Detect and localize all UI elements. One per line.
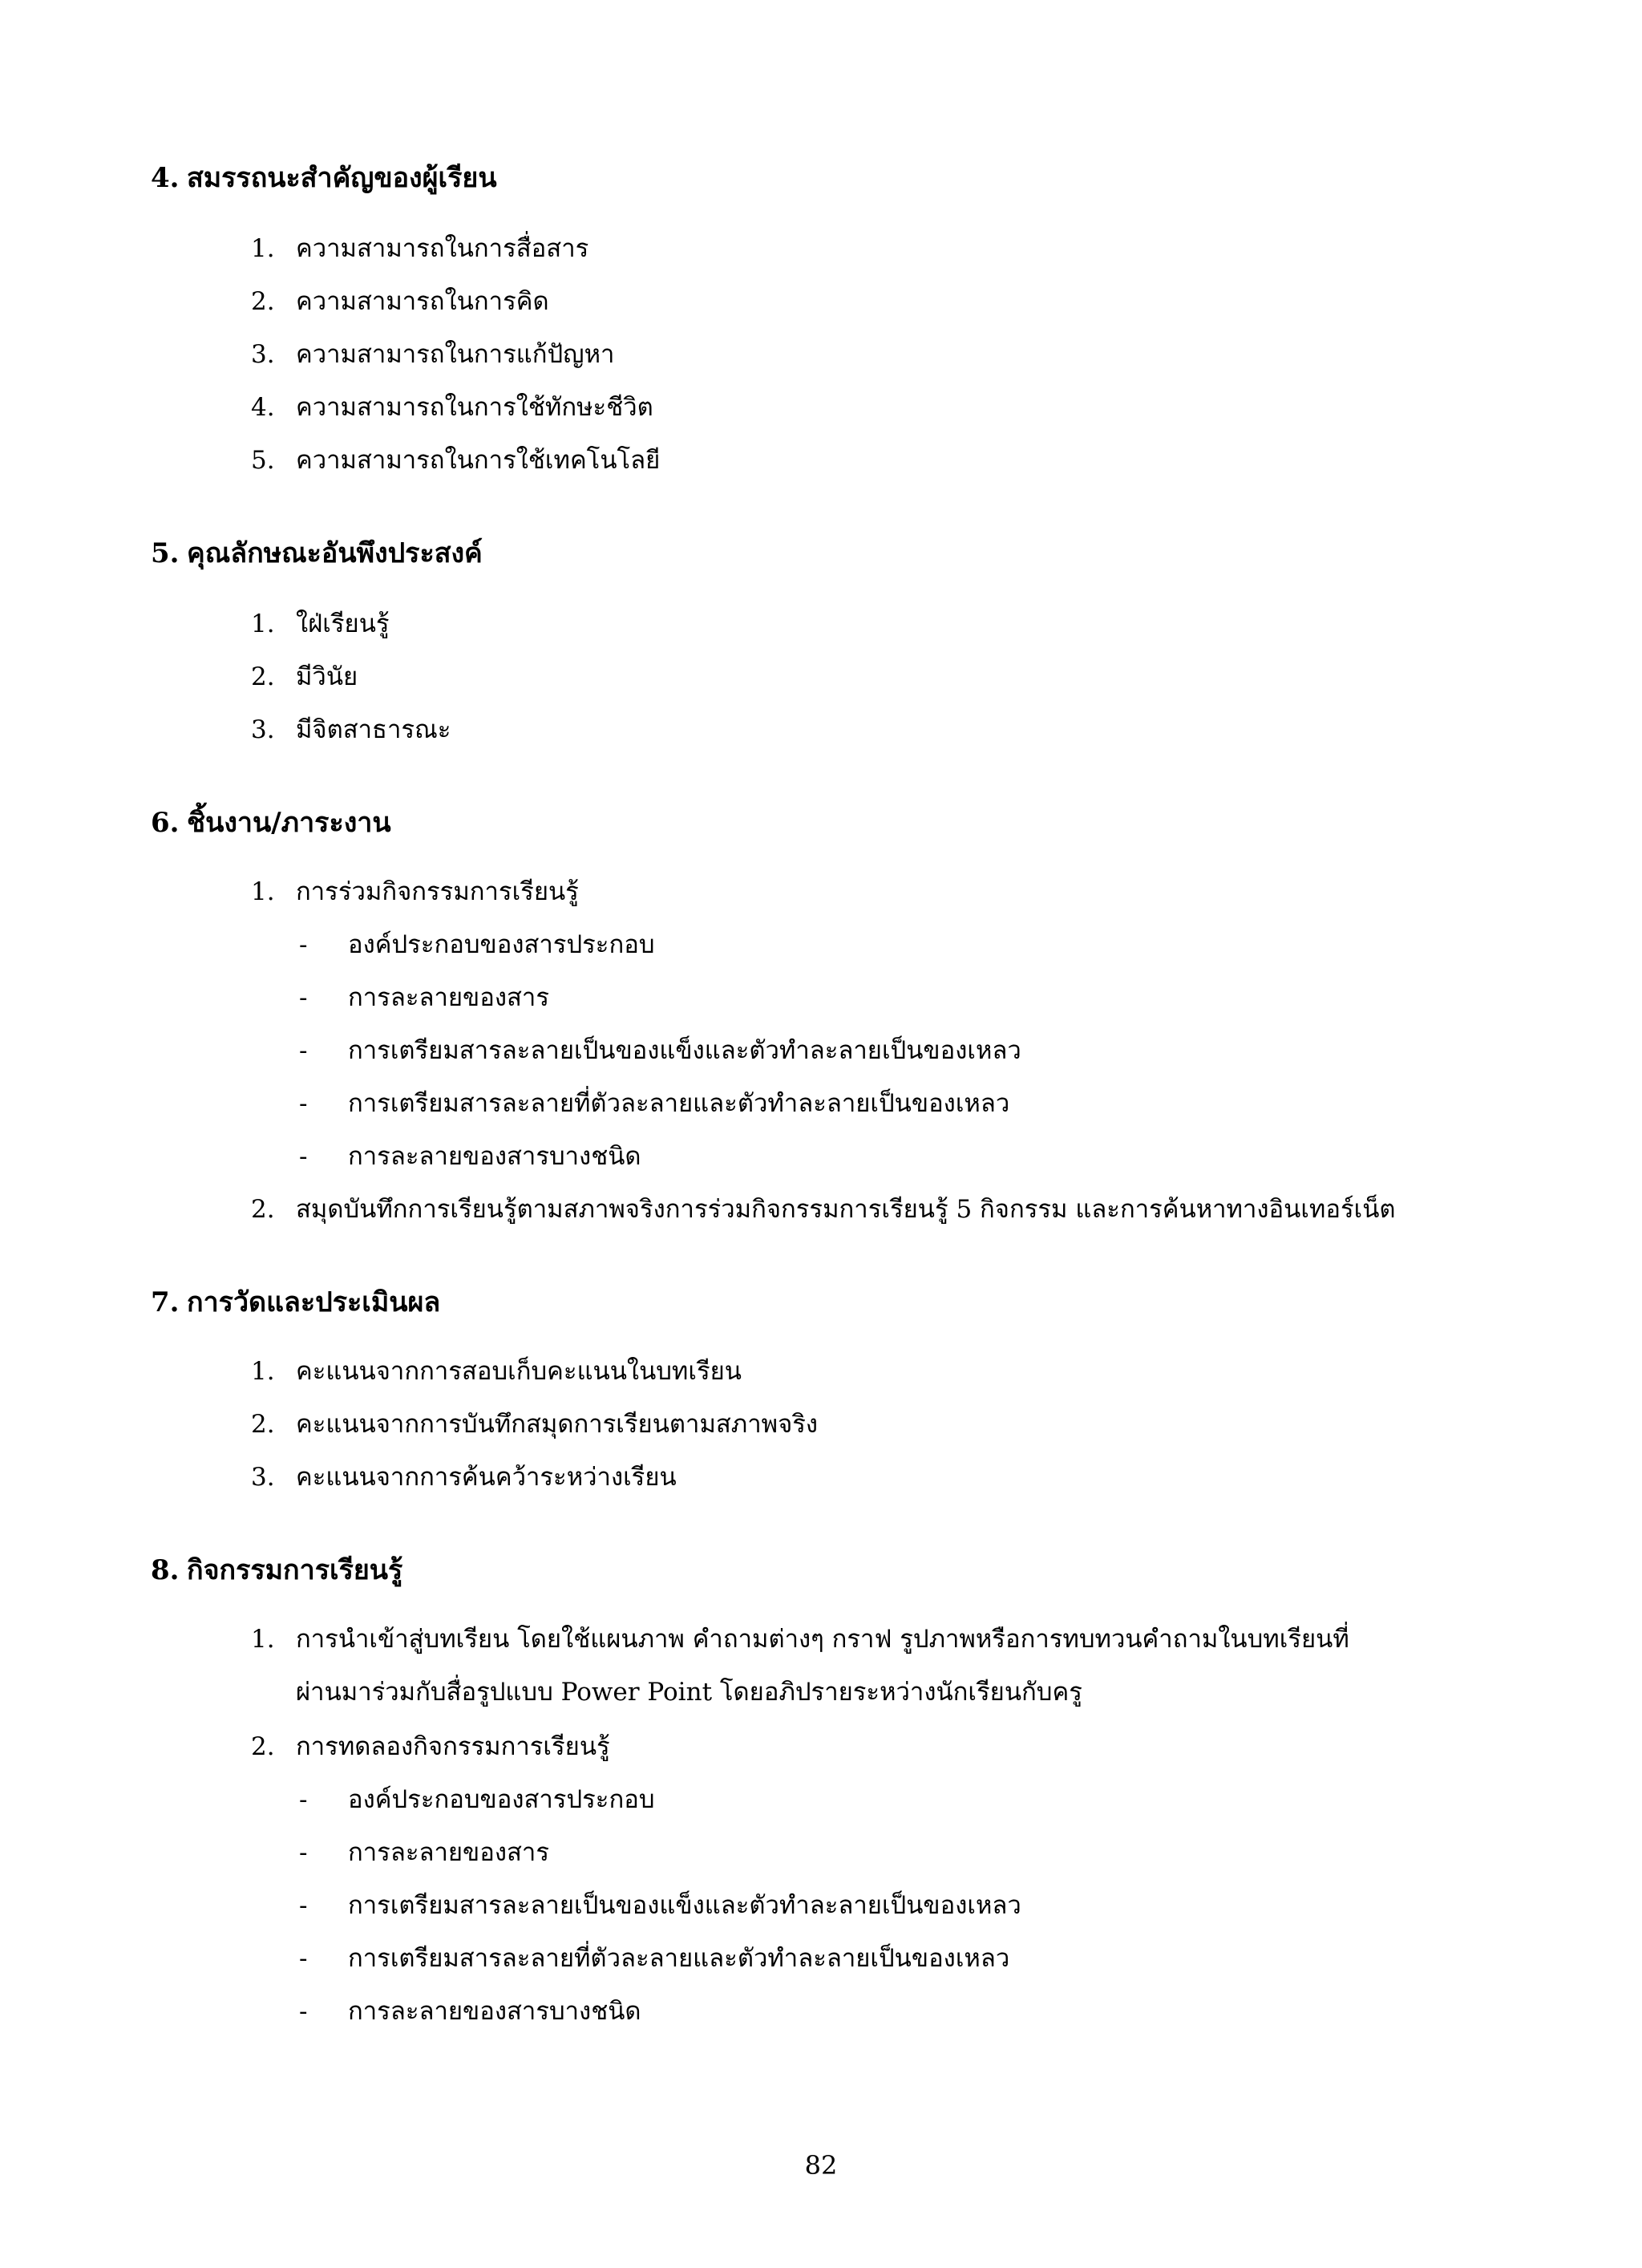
- dash-bullet: -: [299, 1785, 308, 1814]
- item-number: 1.: [251, 1357, 275, 1386]
- item-number: 1.: [251, 1625, 275, 1654]
- item-number: 2.: [251, 1410, 275, 1439]
- list-item: [251, 338, 614, 371]
- item-text: คะแนนจากการค้นคว้าระหว่างเรียน: [296, 1463, 677, 1492]
- item-text: ความสามารถในการแก้ปัญหา: [296, 340, 615, 369]
- list-item: [251, 714, 451, 746]
- sub-item-text: การละลายของสารบางชนิด: [348, 1997, 641, 2026]
- dash-bullet: -: [299, 1891, 308, 1920]
- section-number: 8.: [151, 1554, 180, 1586]
- section-number: 4.: [151, 162, 180, 194]
- item-text: ความสามารถในการใช้เทคโนโลยี: [296, 446, 661, 475]
- sub-item-text: การละลายของสาร: [348, 1838, 549, 1867]
- sub-list-item: [299, 1837, 549, 1869]
- list-item: [251, 1193, 1396, 1225]
- section-title: ชิ้นงาน/ภาระงาน: [187, 807, 391, 839]
- list-item: [251, 1731, 610, 1763]
- page-number: 82: [804, 2150, 838, 2181]
- item-text: มีจิตสาธารณะ: [296, 715, 451, 744]
- item-text: ความสามารถในการใช้ทักษะชีวิต: [296, 393, 653, 422]
- dash-bullet: -: [299, 983, 308, 1012]
- sub-item-text: การละลายของสาร: [348, 983, 549, 1012]
- item-number: 2.: [251, 287, 275, 316]
- section-title: สมรรถนะสำคัญของผู้เรียน: [187, 162, 497, 194]
- item-number: 1.: [251, 234, 275, 263]
- list-item: [251, 286, 549, 318]
- dash-bullet: -: [299, 930, 308, 959]
- item-number: 1.: [251, 610, 275, 638]
- item-number: 4.: [251, 393, 275, 422]
- item-text: คะแนนจากการบันทึกสมุดการเรียนตามสภาพจริง: [296, 1410, 819, 1439]
- list-item: [251, 1355, 742, 1387]
- section-6-heading: [151, 807, 391, 839]
- list-item: [251, 444, 660, 476]
- list-item: [251, 1623, 1349, 1655]
- item-text: ความสามารถในการสื่อสาร: [296, 234, 589, 263]
- list-item: [251, 1408, 818, 1440]
- sub-item-text: การละลายของสารบางชนิด: [348, 1142, 641, 1171]
- item-number: 2.: [251, 1732, 275, 1761]
- item-text-line-2: ผ่านมาร่วมกับสื่อรูปแบบ Power Point โดยอภิปรายระหว่างนักเรียนกับครู: [296, 1678, 1082, 1707]
- sub-list-item: [299, 1140, 641, 1172]
- item-text: ใฝ่เรียนรู้: [296, 610, 390, 638]
- sub-item-text: การเตรียมสารละลายที่ตัวละลายและตัวทำละลายเป็นของเหลว: [348, 1944, 1010, 1973]
- item-number: 1.: [251, 877, 275, 906]
- section-5-heading: [151, 537, 483, 569]
- section-4-heading: [151, 162, 497, 194]
- list-item-continuation: [251, 1676, 1082, 1708]
- item-number: 3.: [251, 715, 275, 744]
- section-8-heading: [151, 1554, 402, 1586]
- item-text: การทดลองกิจกรรมการเรียนรู้: [296, 1732, 610, 1761]
- dash-bullet: -: [299, 1036, 308, 1065]
- sub-list-item: [299, 1784, 655, 1816]
- section-title: การวัดและประเมินผล: [187, 1286, 441, 1318]
- dash-bullet: -: [299, 1838, 308, 1867]
- sub-list-item: [299, 1087, 1009, 1120]
- sub-item-text: การเตรียมสารละลายที่ตัวละลายและตัวทำละลายเป็นของเหลว: [348, 1089, 1010, 1118]
- sub-item-text: การเตรียมสารละลายเป็นของแข็งและตัวทำละลายเป็นของเหลว: [348, 1891, 1021, 1920]
- item-number: 2.: [251, 662, 275, 691]
- item-text: คะแนนจากการสอบเก็บคะแนนในบทเรียน: [296, 1357, 742, 1386]
- sub-item-text: การเตรียมสารละลายเป็นของแข็งและตัวทำละลายเป็นของเหลว: [348, 1036, 1021, 1065]
- item-text: การร่วมกิจกรรมการเรียนรู้: [296, 877, 579, 906]
- sub-list-item: [299, 929, 655, 961]
- sub-list-item: [299, 1942, 1009, 1974]
- sub-list-item: [299, 1995, 641, 2027]
- section-number: 5.: [151, 537, 180, 569]
- sub-item-text: องค์ประกอบของสารประกอบ: [348, 1785, 655, 1814]
- list-item: [251, 876, 579, 908]
- dash-bullet: -: [299, 1089, 308, 1118]
- dash-bullet: -: [299, 1997, 308, 2026]
- section-number: 6.: [151, 807, 180, 839]
- list-item: [251, 391, 653, 423]
- sub-list-item: [299, 982, 549, 1014]
- item-text-line-1: การนำเข้าสู่บทเรียน โดยใช้แผนภาพ คำถามต่างๆ กราฟ รูปภาพหรือการทบทวนคำถามในบทเรียนที่: [296, 1625, 1349, 1654]
- item-number: 3.: [251, 1463, 275, 1492]
- list-item: [251, 661, 358, 693]
- item-text: มีวินัย: [296, 662, 358, 691]
- item-text: ความสามารถในการคิด: [296, 287, 549, 316]
- list-item: [251, 1461, 677, 1493]
- section-7-heading: [151, 1286, 440, 1318]
- sub-item-text: องค์ประกอบของสารประกอบ: [348, 930, 655, 959]
- item-number: 3.: [251, 340, 275, 369]
- dash-bullet: -: [299, 1944, 308, 1973]
- section-title: คุณลักษณะอันพึงประสงค์: [187, 537, 483, 569]
- item-text: สมุดบันทึกการเรียนรู้ตามสภาพจริงการร่วมกิจกรรมการเรียนรู้ 5 กิจกรรม และการค้นหาทางอินเทอร์เน็ต: [296, 1195, 1396, 1224]
- list-item: [251, 608, 390, 640]
- dash-bullet: -: [299, 1142, 308, 1171]
- item-number: 2.: [251, 1195, 275, 1224]
- item-number: 5.: [251, 446, 275, 475]
- list-item: [251, 233, 588, 265]
- section-title: กิจกรรมการเรียนรู้: [187, 1554, 403, 1586]
- section-number: 7.: [151, 1286, 180, 1318]
- sub-list-item: [299, 1889, 1021, 1922]
- sub-list-item: [299, 1035, 1021, 1067]
